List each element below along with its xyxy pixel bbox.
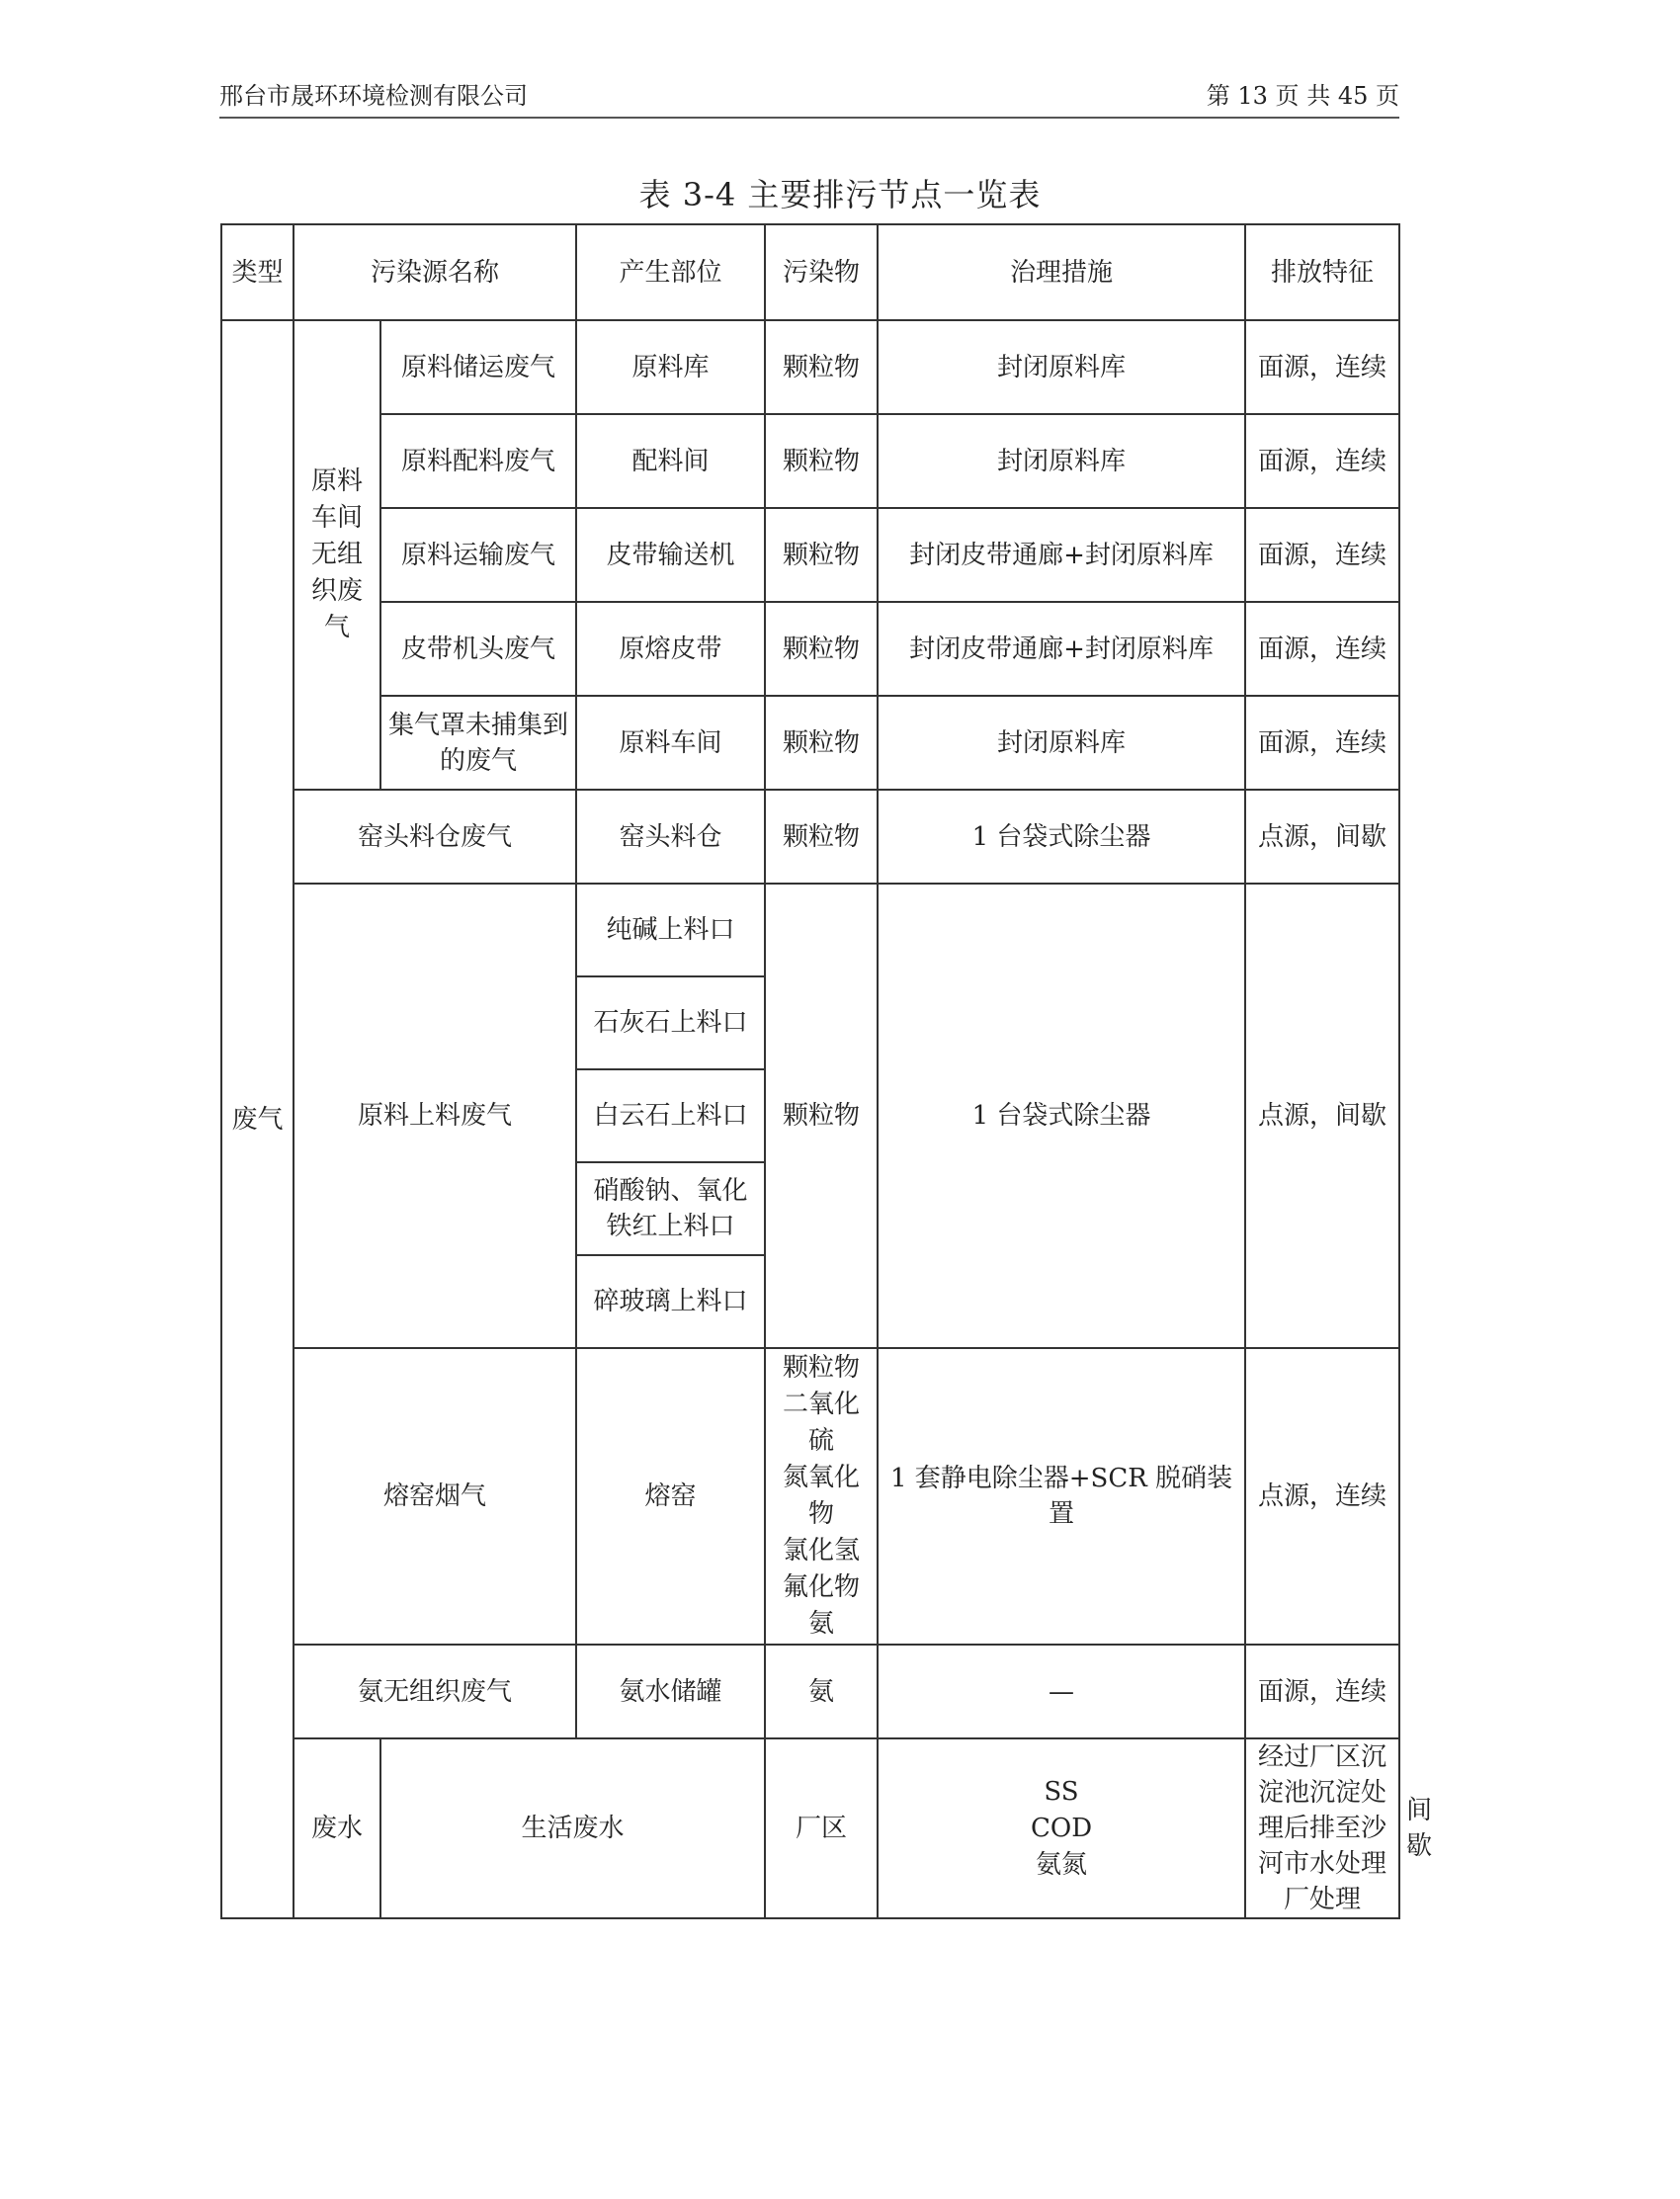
measures: 封闭原料库 <box>878 320 1245 414</box>
table-row <box>221 320 1399 414</box>
location: 碎玻璃上料口 <box>576 1255 765 1348</box>
table-row <box>221 1348 1399 1645</box>
pollutant: 氨 <box>765 1645 878 1738</box>
pollutant: 颗粒物 <box>765 696 878 790</box>
emission: 面源，连续 <box>1245 320 1399 414</box>
source-name: 氨无组织废气 <box>294 1645 576 1738</box>
pollutant: 颗粒物 <box>765 508 878 602</box>
page-number: 第 13 页 共 45 页 <box>1206 82 1399 110</box>
table-row <box>221 790 1399 884</box>
source-name: 集气罩未捕集到的废气 <box>380 696 576 790</box>
col-header-location: 产生部位 <box>576 224 765 320</box>
emission: 面源，连续 <box>1245 414 1399 508</box>
source-name: 原料运输废气 <box>380 508 576 602</box>
source-name: 原料储运废气 <box>380 320 576 414</box>
pollutant: 颗粒物 <box>765 320 878 414</box>
table-title: 表 3-4 主要排污节点一览表 <box>638 176 1042 213</box>
measures: 封闭皮带通廊+封闭原料库 <box>878 602 1245 696</box>
pollutant-list: 颗粒物 二氧化 硫 氮氧化 物 氯化氢 氟化物 氨 <box>765 1348 878 1645</box>
table-row <box>221 508 1399 602</box>
source-name: 原料上料废气 <box>294 884 576 1348</box>
emission: 面源，连续 <box>1245 1645 1399 1738</box>
company-name: 邢台市晟环环境检测有限公司 <box>219 82 528 110</box>
type-waste-gas: 废气 <box>221 320 294 1918</box>
location: 石灰石上料口 <box>576 976 765 1069</box>
table-row <box>221 696 1399 790</box>
col-header-source: 污染源名称 <box>294 224 576 320</box>
location: 纯碱上料口 <box>576 884 765 976</box>
location: 氨水储罐 <box>576 1645 765 1738</box>
table-row <box>221 1645 1399 1738</box>
table-header-row <box>221 224 1399 320</box>
emission: 面源，连续 <box>1245 602 1399 696</box>
measures: 1 台袋式除尘器 <box>878 884 1245 1348</box>
page-header <box>219 77 1399 119</box>
raw-workshop-group-label: 原料 车间 无组 织废 气 <box>294 320 380 790</box>
location: 白云石上料口 <box>576 1069 765 1162</box>
location: 原料库 <box>576 320 765 414</box>
measures: 封闭原料库 <box>878 696 1245 790</box>
source-name: 皮带机头废气 <box>380 602 576 696</box>
col-header-emission: 排放特征 <box>1245 224 1399 320</box>
location: 熔窑 <box>576 1348 765 1645</box>
col-header-pollutant: 污染物 <box>765 224 878 320</box>
source-name: 生活废水 <box>380 1738 765 1918</box>
discharge-nodes-table <box>220 223 1433 1919</box>
location: 窑头料仓 <box>576 790 765 884</box>
table-row <box>221 884 1399 976</box>
measures: 经过厂区沉淀池沉淀处理后排至沙河市水处理厂处理 <box>1245 1738 1399 1918</box>
location: 厂区 <box>765 1738 878 1918</box>
pollutant: 颗粒物 <box>765 602 878 696</box>
pollutant-list: SS COD 氨氮 <box>878 1738 1245 1918</box>
measures: 1 台袋式除尘器 <box>878 790 1245 884</box>
measures: 封闭原料库 <box>878 414 1245 508</box>
emission: 点源，间歇 <box>1245 884 1399 1348</box>
location: 皮带输送机 <box>576 508 765 602</box>
table-row <box>221 602 1399 696</box>
location: 配料间 <box>576 414 765 508</box>
emission: 点源，连续 <box>1245 1348 1399 1645</box>
source-name: 原料配料废气 <box>380 414 576 508</box>
pollutant: 颗粒物 <box>765 884 878 1348</box>
emission: 面源，连续 <box>1245 696 1399 790</box>
emission: 面源，连续 <box>1245 508 1399 602</box>
col-header-measures: 治理措施 <box>878 224 1245 320</box>
pollutant: 颗粒物 <box>765 414 878 508</box>
col-header-type: 类型 <box>221 224 294 320</box>
measures: 封闭皮带通廊+封闭原料库 <box>878 508 1245 602</box>
source-name: 熔窑烟气 <box>294 1348 576 1645</box>
table-row: 废水 生活废水 厂区 SS COD 氨氮 经过厂区沉淀池沉淀处理后排至沙河市水处理厂处理 间歇 <box>221 1738 1399 1918</box>
location: 原料车间 <box>576 696 765 790</box>
location: 硝酸钠、氧化铁红上料口 <box>576 1162 765 1255</box>
measures: — <box>878 1645 1245 1738</box>
source-name: 窑头料仓废气 <box>294 790 576 884</box>
emission: 点源，间歇 <box>1245 790 1399 884</box>
table-row <box>221 414 1399 508</box>
pollutant: 颗粒物 <box>765 790 878 884</box>
type-waste-water: 废水 <box>294 1738 380 1918</box>
location: 原熔皮带 <box>576 602 765 696</box>
measures: 1 套静电除尘器+SCR 脱硝装置 <box>878 1348 1245 1645</box>
